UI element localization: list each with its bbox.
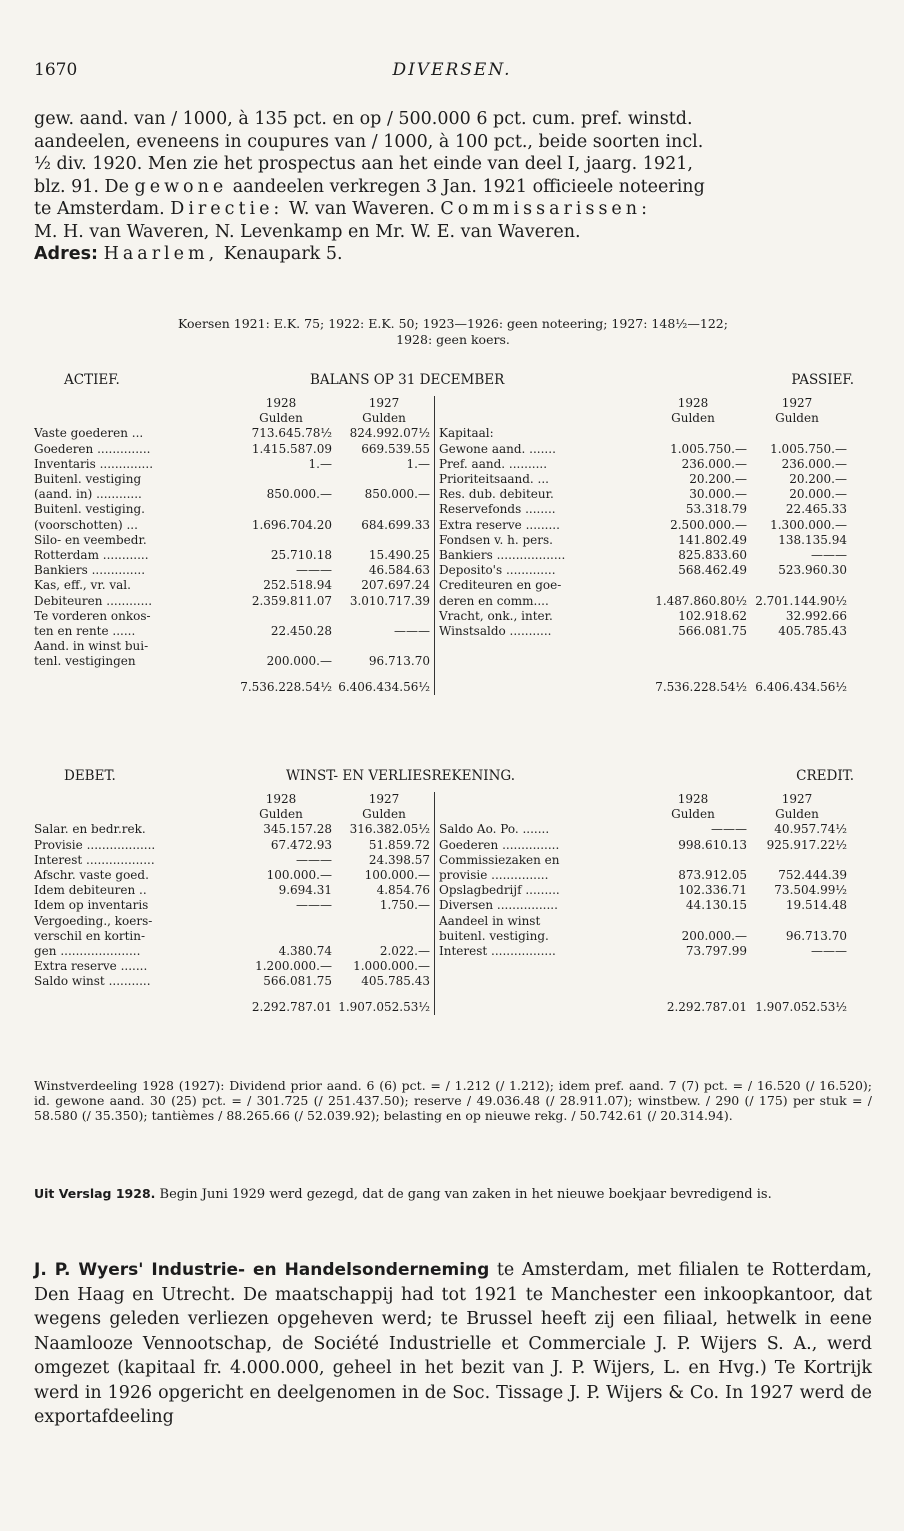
row-value-1928 bbox=[230, 639, 338, 654]
row-value-1928 bbox=[230, 929, 338, 944]
row-value-1927: 32.992.66 bbox=[785, 608, 847, 623]
unit-cell: Gulden bbox=[775, 807, 819, 822]
row-label: Provisie .................. bbox=[34, 837, 156, 852]
adres-line bbox=[34, 243, 872, 266]
row-label: buitenl. vestiging. bbox=[435, 929, 640, 944]
row-value-1928 bbox=[230, 533, 338, 548]
unit-cell: Gulden bbox=[671, 807, 715, 822]
winstrek-heading bbox=[34, 768, 872, 788]
year-row bbox=[34, 792, 847, 807]
row-value-1928: 20.200.— bbox=[689, 472, 747, 487]
table-row bbox=[34, 639, 847, 654]
koersen-block bbox=[34, 316, 872, 348]
spacer-cell bbox=[435, 411, 640, 426]
unit-cell: Gulden bbox=[671, 411, 715, 426]
row-label: Saldo Ao. Po. ....... bbox=[435, 822, 640, 837]
spacer-cell bbox=[435, 396, 640, 411]
row-value-1928: 1.200.000.— bbox=[255, 959, 332, 974]
row-value-1927: 100.000.— bbox=[364, 868, 430, 883]
row-value-1928 bbox=[639, 426, 747, 441]
total-cell: 6.406.434.56½ bbox=[338, 679, 430, 694]
row-value-1927: 850.000.— bbox=[364, 487, 430, 502]
row-value-1928: 1.005.750.— bbox=[670, 441, 747, 456]
table-row bbox=[34, 974, 847, 989]
row-value-1927: 3.010.717.39 bbox=[349, 593, 430, 608]
total-cell: 2.292.787.01 bbox=[666, 999, 747, 1014]
row-value-1928: 100.000.— bbox=[266, 868, 332, 883]
row-value-1928: 825.833.60 bbox=[678, 548, 747, 563]
row-value-1927: 405.785.43 bbox=[361, 974, 430, 989]
row-label: Kapitaal: bbox=[435, 426, 640, 441]
row-label: Vaste goederen ... bbox=[34, 426, 144, 441]
row-value-1927: 207.697.24 bbox=[361, 578, 430, 593]
unit-cell: Gulden bbox=[362, 807, 406, 822]
year-cell: 1928 bbox=[677, 396, 709, 410]
spacer-cell bbox=[435, 990, 640, 1015]
row-value-1927: 316.382.05½ bbox=[349, 822, 430, 837]
directie-name: W. van Waveren. bbox=[288, 199, 435, 219]
spacer-cell bbox=[34, 807, 230, 822]
row-value-1927: 20.200.— bbox=[789, 472, 847, 487]
balans-heading bbox=[34, 372, 872, 392]
intro-paragraph bbox=[34, 108, 872, 266]
table-row bbox=[34, 487, 847, 502]
row-value-1927: 24.398.57 bbox=[368, 852, 430, 867]
row-label: Aand. in winst bui- bbox=[34, 639, 149, 654]
row-value-1928: 2.359.811.07 bbox=[251, 593, 332, 608]
row-label: Opslagbedrijf ......... bbox=[435, 883, 640, 898]
row-label bbox=[435, 959, 640, 974]
row-label: Gewone aand. ....... bbox=[435, 442, 640, 457]
row-value-1928: 1.487.860.80½ bbox=[655, 593, 747, 608]
row-value-1928: 998.610.13 bbox=[678, 837, 747, 852]
winstverdeeling-paragraph: Winstverdeeling 1928 (1927): Dividend prior aand. 6 (6) pct. = / 1.212 (/ 1.212); idem pref. aand. 7 (7) pct. = / 16.520 (/ 16.520); id. gewone aand. 30 (25) pct. = / 301.725 (/ 251.437.50); reserve / 49.036.48 (/ 28.911.07); winstbew. / 290 (/ 175) per stuk = / 58.580 (/ 35.350); tantièmes / 88.265.66 (/ 52.039.92); belasting en op nieuwe rekg. / 50.742.61 (/ 20.314.94). bbox=[34, 1078, 872, 1123]
row-value-1927: 20.000.— bbox=[789, 487, 847, 502]
row-value-1928: 873.912.05 bbox=[678, 868, 747, 883]
row-value-1927: 1.750.— bbox=[379, 898, 430, 913]
year-cell: 1927 bbox=[368, 792, 400, 806]
row-value-1927: 1.000.000.— bbox=[353, 959, 430, 974]
row-value-1927: 236.000.— bbox=[781, 456, 847, 471]
intro-spaced-word: gewone bbox=[134, 176, 228, 197]
row-value-1928: ——— bbox=[296, 898, 332, 913]
row-value-1927: 96.713.70 bbox=[368, 654, 430, 669]
row-label: Diversen ................ bbox=[435, 898, 640, 913]
row-value-1927 bbox=[338, 502, 435, 517]
total-cell: 7.536.228.54½ bbox=[240, 679, 332, 694]
verslag-text: Begin Juni 1929 werd gezegd, dat de gang van zaken in het nieuwe boekjaar bevredigend is. bbox=[159, 1187, 772, 1202]
row-label: Rotterdam ............ bbox=[34, 548, 149, 563]
table-row bbox=[34, 898, 847, 913]
page-header bbox=[34, 60, 870, 84]
row-value-1928: 44.130.15 bbox=[685, 898, 747, 913]
table-row bbox=[34, 609, 847, 624]
row-label: Saldo winst ........... bbox=[34, 974, 151, 989]
intro-line: M. H. van Waveren, N. Levenkamp en Mr. W. E. van Waveren. bbox=[34, 221, 581, 242]
row-value-1928 bbox=[230, 472, 338, 487]
row-label: gen ..................... bbox=[34, 944, 141, 959]
row-value-1928: 345.157.28 bbox=[263, 822, 332, 837]
spacer-cell bbox=[435, 670, 640, 695]
actief-heading: ACTIEF. bbox=[64, 372, 120, 388]
row-value-1928: ——— bbox=[296, 563, 332, 578]
total-row bbox=[34, 990, 847, 1015]
row-value-1928 bbox=[639, 853, 747, 868]
row-value-1928: 141.802.49 bbox=[678, 532, 747, 547]
balans-title: BALANS OP 31 DECEMBER bbox=[310, 372, 505, 388]
row-label: deren en comm.... bbox=[435, 594, 640, 609]
adres-street: Kenaupark 5. bbox=[223, 244, 343, 264]
intro-text: aandeelen verkregen 3 Jan. 1921 officieele noteering bbox=[232, 176, 705, 197]
row-value-1928: 713.645.78½ bbox=[251, 426, 332, 441]
year-cell: 1928 bbox=[265, 792, 297, 806]
row-label: Winstsaldo ........... bbox=[435, 624, 640, 639]
total-cell: 2.292.787.01 bbox=[251, 999, 332, 1014]
row-value-1928: 30.000.— bbox=[689, 487, 747, 502]
row-value-1927: 40.957.74½ bbox=[774, 822, 847, 837]
company-entry bbox=[34, 1258, 872, 1430]
unit-row bbox=[34, 807, 847, 822]
row-label: Idem debiteuren .. bbox=[34, 883, 147, 898]
row-label: Debiteuren ............ bbox=[34, 593, 153, 608]
row-value-1928: 1.696.704.20 bbox=[251, 517, 332, 532]
row-label: Salar. en bedr.rek. bbox=[34, 822, 146, 837]
row-label bbox=[435, 974, 640, 989]
row-value-1928: 9.694.31 bbox=[278, 883, 332, 898]
row-label: Pref. aand. .......... bbox=[435, 457, 640, 472]
row-label: (aand. in) ............ bbox=[34, 487, 142, 502]
row-value-1927 bbox=[747, 914, 847, 929]
balans-table bbox=[34, 396, 847, 695]
row-value-1927: 824.992.07½ bbox=[349, 426, 430, 441]
row-value-1927 bbox=[338, 533, 435, 548]
row-value-1928 bbox=[639, 639, 747, 654]
year-cell: 1928 bbox=[265, 396, 297, 410]
intro-line: ½ div. 1920. Men zie het prospectus aan het einde van deel I, jaarg. 1921, bbox=[34, 154, 693, 174]
table-row bbox=[34, 868, 847, 883]
year-row bbox=[34, 396, 847, 411]
row-value-1927 bbox=[747, 426, 847, 441]
table-row bbox=[34, 594, 847, 609]
row-value-1928: 53.318.79 bbox=[685, 502, 747, 517]
row-value-1928 bbox=[639, 914, 747, 929]
row-label: Reservefonds ........ bbox=[435, 502, 640, 517]
row-label: Idem op inventaris bbox=[34, 898, 149, 913]
row-value-1928: 200.000.— bbox=[266, 654, 332, 669]
row-value-1927: 4.854.76 bbox=[376, 883, 430, 898]
table-row bbox=[34, 822, 847, 837]
row-value-1927: 1.300.000.— bbox=[770, 517, 847, 532]
row-label: Interest ................. bbox=[435, 944, 640, 959]
total-cell: 1.907.052.53½ bbox=[755, 999, 847, 1014]
row-value-1927: 1.— bbox=[406, 456, 430, 471]
spacer-cell bbox=[435, 807, 640, 822]
row-value-1927: 684.699.33 bbox=[361, 517, 430, 532]
row-value-1927 bbox=[747, 654, 847, 669]
row-value-1927 bbox=[747, 578, 847, 593]
row-label: Buitenl. vestiging bbox=[34, 472, 142, 487]
row-value-1927: 925.917.22½ bbox=[766, 837, 847, 852]
row-value-1928: 67.472.93 bbox=[270, 837, 332, 852]
row-value-1928: 1.— bbox=[308, 456, 332, 471]
row-label: Extra reserve ....... bbox=[34, 959, 148, 974]
row-label: Kas, eff., vr. val. bbox=[34, 578, 131, 593]
spacer-cell bbox=[34, 396, 230, 411]
row-value-1927 bbox=[747, 959, 847, 974]
row-value-1928 bbox=[639, 974, 747, 989]
verslag-paragraph bbox=[34, 1186, 872, 1202]
year-cell: 1927 bbox=[781, 792, 813, 806]
intro-line: gew. aand. van / 1000, à 135 pct. en op / 500.000 6 pct. cum. pref. winstd. bbox=[34, 109, 693, 129]
table-row bbox=[34, 518, 847, 533]
row-label: verschil en kortin- bbox=[34, 928, 146, 943]
row-label: Bankiers .............. bbox=[34, 563, 146, 578]
page-number: 1670 bbox=[34, 60, 78, 80]
table-row bbox=[34, 548, 847, 563]
row-value-1927: 51.859.72 bbox=[368, 837, 430, 852]
row-value-1928: 102.918.62 bbox=[678, 608, 747, 623]
row-value-1928: 2.500.000.— bbox=[670, 517, 747, 532]
row-label: Interest .................. bbox=[34, 852, 155, 867]
row-value-1927 bbox=[338, 914, 435, 929]
row-label: Prioriteitsaand. ... bbox=[435, 472, 640, 487]
row-value-1927: 2.022.— bbox=[379, 944, 430, 959]
row-value-1927: ——— bbox=[811, 548, 847, 563]
row-label: Vracht, onk., inter. bbox=[435, 609, 640, 624]
koersen-line: Koersen 1921: E.K. 75; 1922: E.K. 50; 1923—1926: geen noteering; 1927: 148½—122; bbox=[178, 316, 728, 331]
table-row bbox=[34, 472, 847, 487]
row-label: Fondsen v. h. pers. bbox=[435, 533, 640, 548]
spacer-cell bbox=[435, 792, 640, 807]
row-label: Buitenl. vestiging. bbox=[34, 502, 145, 517]
row-value-1928: ——— bbox=[711, 822, 747, 837]
row-label: Goederen .............. bbox=[34, 441, 151, 456]
table-row bbox=[34, 442, 847, 457]
intro-line: aandeelen, eveneens in coupures van / 1000, à 100 pct., beide soorten incl. bbox=[34, 131, 704, 152]
intro-line bbox=[34, 198, 872, 221]
total-cell: 6.406.434.56½ bbox=[755, 679, 847, 694]
intro-text: blz. 91. De bbox=[34, 176, 129, 197]
table-row bbox=[34, 426, 847, 441]
row-label: (voorschotten) ... bbox=[34, 517, 138, 532]
row-value-1927: 138.135.94 bbox=[778, 532, 847, 547]
total-cell: 7.536.228.54½ bbox=[655, 679, 747, 694]
total-row bbox=[34, 670, 847, 695]
row-label: Afschr. vaste goed. bbox=[34, 868, 149, 883]
row-value-1927 bbox=[747, 974, 847, 989]
verslag-label: Uit Verslag 1928. bbox=[34, 1186, 156, 1201]
unit-cell: Gulden bbox=[259, 807, 303, 822]
row-value-1928: 4.380.74 bbox=[278, 944, 332, 959]
adres-city: Haarlem, bbox=[103, 244, 219, 264]
koersen-line: 1928: geen koers. bbox=[396, 332, 510, 347]
company-name: J. P. Wyers' Industrie- en Handelsonderneming bbox=[34, 1260, 490, 1280]
row-value-1928 bbox=[230, 914, 338, 929]
row-value-1928: 102.336.71 bbox=[678, 883, 747, 898]
row-value-1928: 850.000.— bbox=[266, 487, 332, 502]
row-value-1928 bbox=[639, 959, 747, 974]
row-value-1928: ——— bbox=[296, 852, 332, 867]
year-cell: 1927 bbox=[781, 396, 813, 410]
table-row bbox=[34, 457, 847, 472]
row-value-1928: 73.797.99 bbox=[685, 944, 747, 959]
intro-line bbox=[34, 176, 872, 199]
table-row bbox=[34, 838, 847, 853]
row-value-1927: 46.584.63 bbox=[368, 563, 430, 578]
row-label: Te vorderen onkos- bbox=[34, 608, 151, 623]
table-row bbox=[34, 502, 847, 517]
passief-heading: PASSIEF. bbox=[791, 372, 854, 388]
row-value-1927: 2.701.144.90½ bbox=[755, 593, 847, 608]
row-label: Aandeel in winst bbox=[435, 914, 640, 929]
row-value-1928: 236.000.— bbox=[681, 456, 747, 471]
spacer-cell bbox=[34, 990, 230, 1015]
table-row bbox=[34, 533, 847, 548]
row-label: Commissiezaken en bbox=[435, 853, 640, 868]
row-value-1927: 1.005.750.— bbox=[770, 441, 847, 456]
row-label: provisie ............... bbox=[435, 868, 640, 883]
row-value-1927: 523.960.30 bbox=[778, 563, 847, 578]
row-label bbox=[435, 639, 640, 654]
row-label: Silo- en veembedr. bbox=[34, 532, 147, 547]
row-value-1927: 22.465.33 bbox=[785, 502, 847, 517]
spacer-cell bbox=[34, 411, 230, 426]
running-title: DIVERSEN. bbox=[392, 60, 512, 80]
row-value-1928 bbox=[639, 654, 747, 669]
row-value-1927 bbox=[338, 929, 435, 944]
row-value-1928: 566.081.75 bbox=[263, 974, 332, 989]
row-value-1928: 566.081.75 bbox=[678, 624, 747, 639]
table-row bbox=[34, 959, 847, 974]
row-value-1927: ——— bbox=[394, 624, 430, 639]
commissarissen-label: Commissarissen: bbox=[440, 199, 651, 219]
row-label: Res. dub. debiteur. bbox=[435, 487, 640, 502]
row-value-1928 bbox=[639, 578, 747, 593]
unit-row bbox=[34, 411, 847, 426]
row-value-1927: ——— bbox=[811, 944, 847, 959]
intro-text: te Amsterdam. bbox=[34, 199, 165, 219]
table-row bbox=[34, 654, 847, 669]
row-label: Goederen ............... bbox=[435, 838, 640, 853]
row-value-1927 bbox=[747, 639, 847, 654]
row-label: ten en rente ...... bbox=[34, 624, 136, 639]
row-label: Bankiers .................. bbox=[435, 548, 640, 563]
row-value-1927: 752.444.39 bbox=[778, 868, 847, 883]
year-cell: 1928 bbox=[677, 792, 709, 806]
row-label: Crediteuren en goe- bbox=[435, 578, 640, 593]
row-value-1928 bbox=[230, 609, 338, 624]
row-value-1927: 73.504.99½ bbox=[774, 883, 847, 898]
row-value-1927 bbox=[747, 853, 847, 868]
row-value-1927: 669.539.55 bbox=[361, 441, 430, 456]
row-value-1928: 252.518.94 bbox=[263, 578, 332, 593]
table-row bbox=[34, 944, 847, 959]
unit-cell: Gulden bbox=[362, 411, 406, 426]
row-value-1928 bbox=[230, 502, 338, 517]
table-row bbox=[34, 624, 847, 639]
row-value-1928: 1.415.587.09 bbox=[251, 441, 332, 456]
unit-cell: Gulden bbox=[259, 411, 303, 426]
table-row bbox=[34, 929, 847, 944]
row-value-1928: 568.462.49 bbox=[678, 563, 747, 578]
row-label: Inventaris .............. bbox=[34, 456, 154, 471]
row-value-1927: 405.785.43 bbox=[778, 624, 847, 639]
year-cell: 1927 bbox=[368, 396, 400, 410]
table-row bbox=[34, 853, 847, 868]
row-value-1927 bbox=[338, 609, 435, 624]
adres-label: Adres: bbox=[34, 244, 98, 264]
row-value-1928: 25.710.18 bbox=[270, 548, 332, 563]
row-value-1927: 15.490.25 bbox=[368, 548, 430, 563]
row-value-1928: 22.450.28 bbox=[270, 624, 332, 639]
row-value-1927: 96.713.70 bbox=[785, 928, 847, 943]
winstrek-rows bbox=[34, 822, 847, 989]
table-row bbox=[34, 883, 847, 898]
row-label bbox=[435, 654, 640, 669]
row-label: Extra reserve ......... bbox=[435, 518, 640, 533]
balans-rows bbox=[34, 426, 847, 669]
unit-cell: Gulden bbox=[775, 411, 819, 426]
winstrek-title: WINST- EN VERLIESREKENING. bbox=[286, 768, 516, 784]
table-row bbox=[34, 914, 847, 929]
winstrek-table bbox=[34, 792, 847, 1015]
credit-heading: CREDIT. bbox=[796, 768, 854, 784]
row-label: tenl. vestigingen bbox=[34, 654, 136, 669]
spacer-cell bbox=[34, 792, 230, 807]
table-row bbox=[34, 563, 847, 578]
table-row bbox=[34, 578, 847, 593]
row-value-1927 bbox=[338, 639, 435, 654]
row-label: Deposito's ............. bbox=[435, 563, 640, 578]
directie-label: Directie: bbox=[170, 199, 284, 219]
row-value-1927 bbox=[338, 472, 435, 487]
total-cell: 1.907.052.53½ bbox=[338, 999, 430, 1014]
row-label: Vergoeding., koers- bbox=[34, 913, 153, 928]
spacer-cell bbox=[34, 670, 230, 695]
company-text: te Amsterdam, met filialen te Rotterdam, Den Haag en Utrecht. De maatschappij had tot 1921 te Manchester een inkoopkantoor, dat wegens geleden verliezen opgeheven werd; te Brussel heeft zij een filiaal, hetwelk in eene Naamlooze Vennootschap, de Société Industrielle et Commerciale J. P. Wijers S. A., werd omgezet (kapitaal fr. 4.000.000, geheel in het bezit van J. P. Wijers, L. en Hvg.) Te Kortrijk werd in 1926 opgericht en deelgenomen in de Soc. Tissage J. P. Wijers & Co. In 1927 werd de exportafdeeling bbox=[34, 1260, 872, 1427]
row-value-1927: 19.514.48 bbox=[785, 898, 847, 913]
debet-heading: DEBET. bbox=[64, 768, 116, 784]
row-value-1928: 200.000.— bbox=[681, 928, 747, 943]
